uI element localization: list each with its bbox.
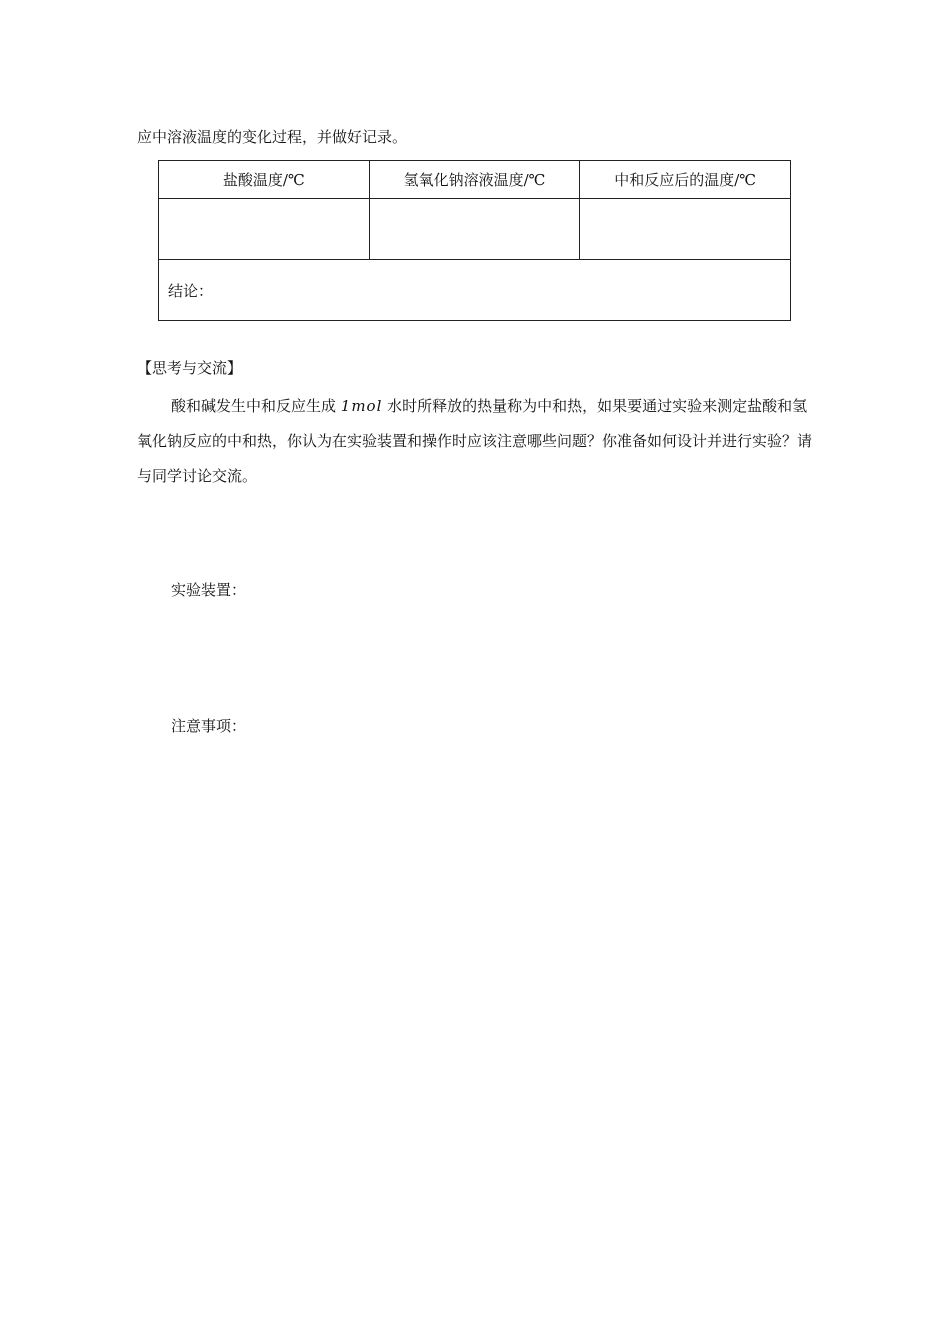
- conclusion-cell[interactable]: [159, 260, 791, 321]
- apparatus-label: 实验装置：: [171, 581, 247, 599]
- cell-naoh-temperature[interactable]: [369, 199, 580, 260]
- cell-after-reaction-temperature[interactable]: [580, 199, 791, 260]
- precautions-label: 注意事项：: [171, 717, 247, 735]
- header-after-reaction-temperature: 中和反应后的温度/℃: [580, 161, 791, 199]
- section-title: 【思考与交流】: [137, 359, 243, 377]
- intro-text: 应中溶液温度的变化过程，并做好记录。: [137, 128, 408, 146]
- conclusion-label: 结论：: [168, 281, 214, 300]
- conclusion-row: [159, 260, 791, 321]
- amount-1mol: 1mol: [340, 397, 383, 415]
- paragraph-part2: 水时所释放的热量称为中和热，如果要通过实验来测定盐酸和氢氧化钠反应的中和热，你认为在实验装置和操作时应该注意哪些问题？你准备如何设计并进行实验？请与同学讨论交流。: [137, 397, 813, 485]
- paragraph-part1: 酸和碱发生中和反应生成: [171, 397, 341, 415]
- cell-hcl-temperature[interactable]: [159, 199, 370, 260]
- discussion-paragraph: [137, 389, 817, 494]
- header-hcl-temperature: 盐酸温度/℃: [159, 161, 370, 199]
- table-header-row: [159, 161, 791, 199]
- header-naoh-temperature: 氢氧化钠溶液温度/℃: [369, 161, 580, 199]
- temperature-record-table: [158, 160, 791, 321]
- table-row: [159, 199, 791, 260]
